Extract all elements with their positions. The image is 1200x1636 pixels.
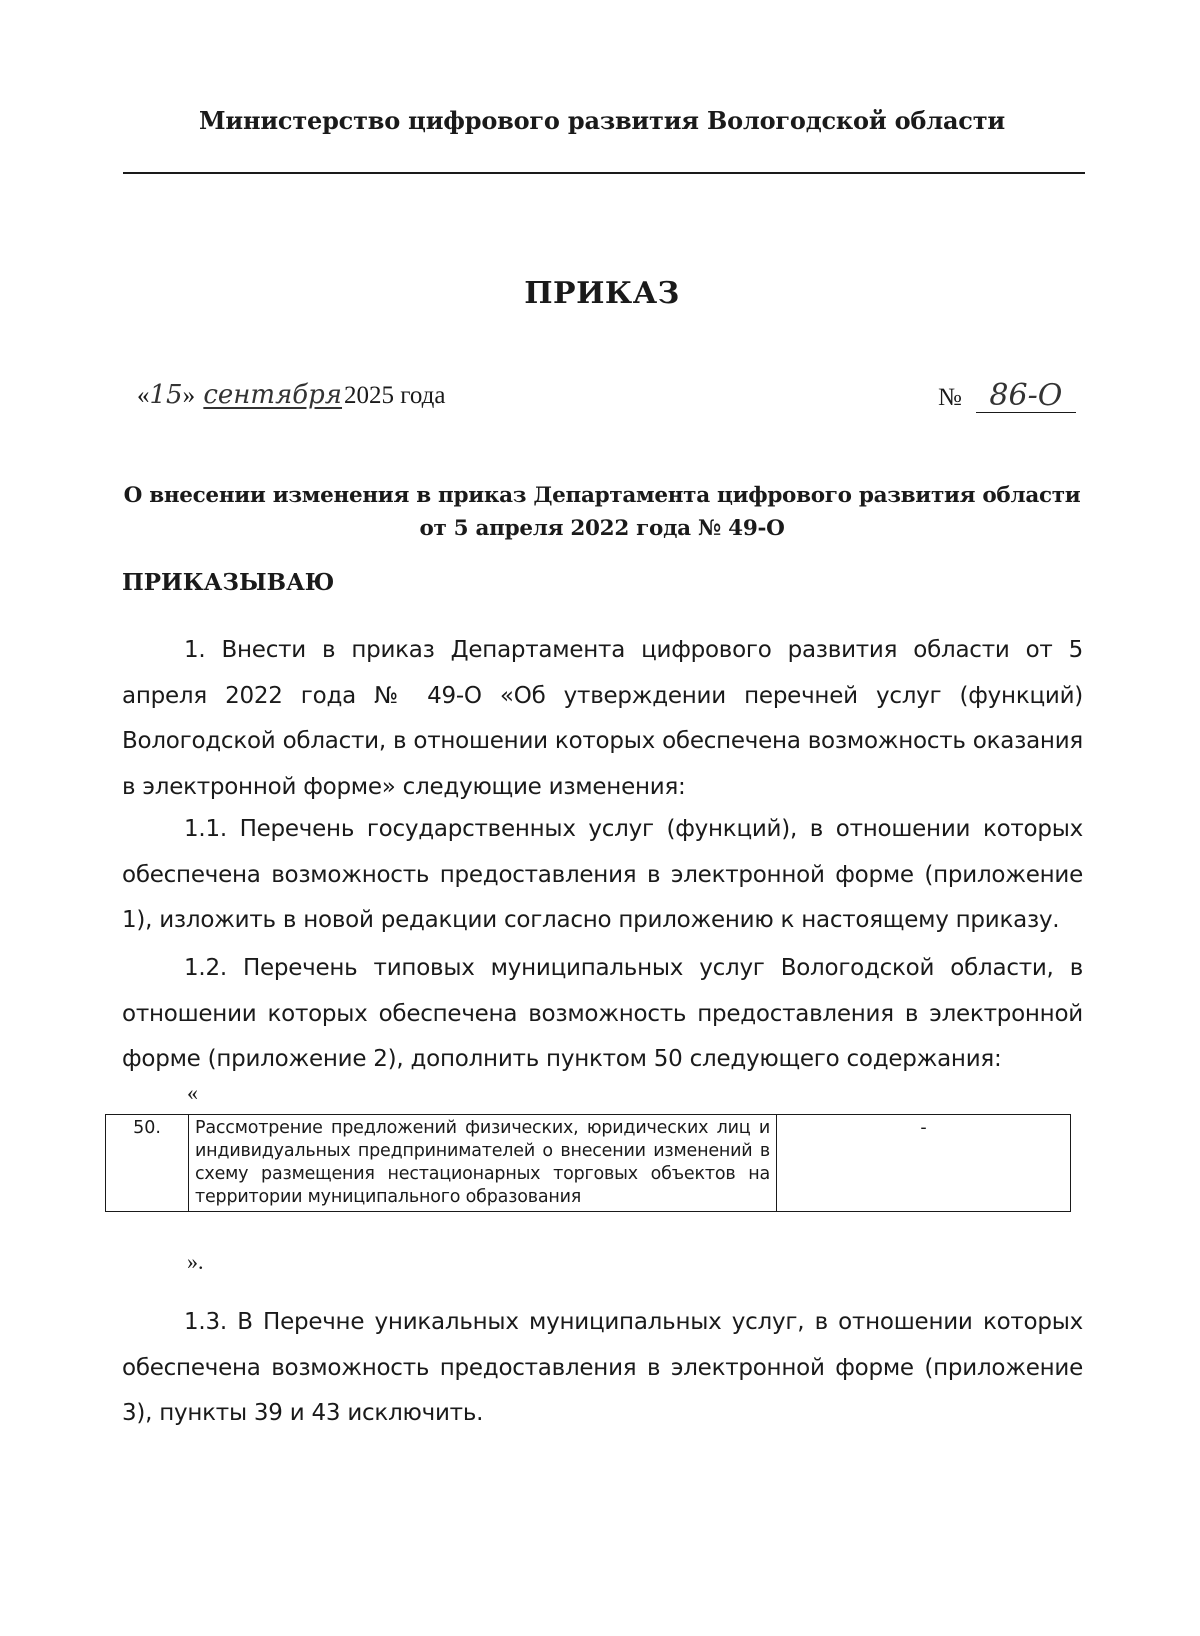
quote-close: ». bbox=[187, 1249, 204, 1274]
number-handwritten: 86-О bbox=[976, 380, 1076, 413]
ministry-header: Министерство цифрового развития Вологодской области bbox=[198, 106, 1005, 135]
order-number bbox=[938, 380, 1076, 413]
table-cell-number: 50. bbox=[106, 1115, 189, 1212]
paragraph-1-1: 1.1. Перечень государственных услуг (функций), в отношении которых обеспечена возможность предоставления в электронной форме (приложение 1), изложить в новой редакции согласно приложению к настоящему приказу. bbox=[122, 816, 1083, 933]
document-title: ПРИКАЗ bbox=[524, 276, 680, 311]
subject-line-2: от 5 апреля 2022 года № 49-О bbox=[419, 516, 785, 541]
paragraph-1: 1. Внести в приказ Департамента цифрового развития области от 5 апреля 2022 года № 49-О «Об утверждении перечней услуг (функций) Вологодской области, в отношении которых обеспечена возможность оказания в электронной форме» следующие изменения: bbox=[122, 637, 1083, 800]
date-year: 2025 года bbox=[344, 382, 446, 409]
paragraph-1-3: 1.3. В Перечне уникальных муниципальных услуг, в отношении которых обеспечена возможность предоставления в электронной форме (приложение 3), пункты 39 и 43 исключить. bbox=[122, 1309, 1083, 1426]
subject-line-1: О внесении изменения в приказ Департамента цифрового развития области bbox=[123, 483, 1081, 508]
order-date bbox=[137, 380, 446, 410]
paragraph-1-2: 1.2. Перечень типовых муниципальных услуг Вологодской области, в отношении которых обеспечена возможность предоставления в электронной форме (приложение 2), дополнить пунктом 50 следующего содержания: bbox=[122, 955, 1083, 1072]
header-divider bbox=[123, 172, 1085, 174]
order-directive: ПРИКАЗЫВАЮ bbox=[122, 569, 335, 596]
date-month-handwritten: сентября bbox=[203, 380, 343, 410]
table-row bbox=[106, 1115, 1071, 1212]
table-cell-description: Рассмотрение предложений физических, юридических лиц и индивидуальных предпринимателей о внесении изменений в схему размещения нестационарных торговых объектов на территории муниципального образования bbox=[189, 1115, 777, 1212]
table-cell-value: - bbox=[777, 1115, 1071, 1212]
quote-open: « bbox=[187, 1080, 198, 1105]
date-close-quote: » bbox=[182, 382, 196, 409]
service-table bbox=[105, 1114, 1071, 1212]
number-sign: № bbox=[938, 384, 962, 411]
order-subject bbox=[122, 479, 1082, 545]
date-day-handwritten: 15 bbox=[149, 380, 183, 410]
date-open-quote: « bbox=[137, 382, 150, 409]
